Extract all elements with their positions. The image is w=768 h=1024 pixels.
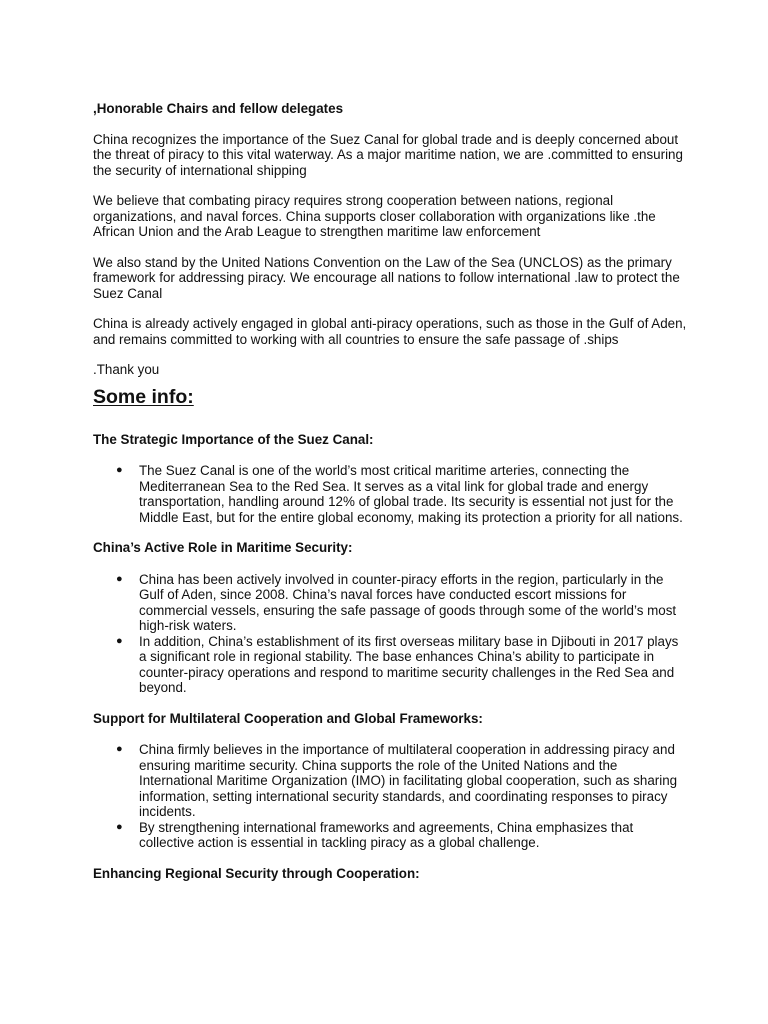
bullet-icon: ● (116, 820, 123, 833)
bullet-icon: ● (116, 634, 123, 647)
list-item (93, 634, 688, 696)
letter-paragraph-3: We also stand by the United Nations Convention on the Law of the Sea (UNCLOS) as the primary framework for addressing piracy. We encourage all nations to follow international .law to protect the Suez Canal (93, 254, 680, 301)
section-title-regional-security: Enhancing Regional Security through Cooperation: (93, 865, 420, 881)
bullet-icon: ● (116, 743, 123, 755)
list-item-text: By strengthening international frameworks and agreements, China emphasizes that collective action is essential in tackling piracy as a global challenge. (139, 819, 634, 850)
list-item (93, 463, 688, 525)
list-item-text: China firmly believes in the importance of multilateral cooperation in addressing piracy and ensuring maritime security. China supports the role of the United Nations and the International Maritime Organization (IMO) in facilitating global cooperation, such as sharing information, setting international security standards, and coordinating responses to piracy incidents. (139, 742, 678, 819)
letter-paragraph-4: China is already actively engaged in global anti-piracy operations, such as those in the Gulf of Aden, and remains committed to working with all countries to ensure the safe passage of .ships (93, 316, 687, 347)
letter-closing: .Thank you (93, 362, 160, 377)
list-item-text: The Suez Canal is one of the world’s most critical maritime arteries, connecting the Mediterranean Sea to the Red Sea. It serves as a vital link for global trade and energy transportation, handling around 12% of global trade. Its security is essential not just for the Middle East, but for the entire global economy, making its protection a priority for all nations. (139, 463, 683, 525)
list-item (93, 820, 688, 851)
section-title-suez-importance: The Strategic Importance of the Suez Canal: (93, 431, 374, 447)
section-title-china-role: China’s Active Role in Maritime Security: (93, 540, 353, 555)
section-title-multilateral: Support for Multilateral Cooperation and Global Frameworks: (93, 710, 483, 726)
bullet-list-suez-importance (93, 463, 688, 525)
bullet-list-multilateral (93, 742, 688, 851)
bullet-icon: ● (116, 572, 123, 585)
list-item (93, 742, 688, 820)
letter-greeting: ,Honorable Chairs and fellow delegates (93, 101, 344, 116)
bullet-list-china-role (93, 572, 688, 696)
info-heading: Some info: (93, 385, 194, 408)
list-item-text: China has been actively involved in counter-piracy efforts in the region, particularly in the Gulf of Aden, since 2008. China’s naval forces have conducted escort missions for commercial vessels, ensuring the safe passage of goods through some of the world’s most high-risk waters. (139, 571, 677, 633)
letter-paragraph-1: China recognizes the importance of the Suez Canal for global trade and is deeply concerned about the threat of piracy to this vital waterway. As a major maritime nation, we are .committed to ensuring the security of international shipping (93, 131, 683, 178)
list-item (93, 572, 688, 634)
letter-paragraph-2: We believe that combating piracy requires strong cooperation between nations, regional organizations, and naval forces. China supports closer collaboration with organizations like .the African Union and the Arab League to strengthen maritime law enforcement (93, 193, 656, 239)
bullet-icon: ● (116, 464, 123, 476)
list-item-text: In addition, China’s establishment of its first overseas military base in Djibouti in 2017 plays a significant role in regional stability. The base enhances China’s ability to participate in counter-piracy operations and respond to maritime security challenges in the Red Sea and beyond. (139, 633, 679, 695)
